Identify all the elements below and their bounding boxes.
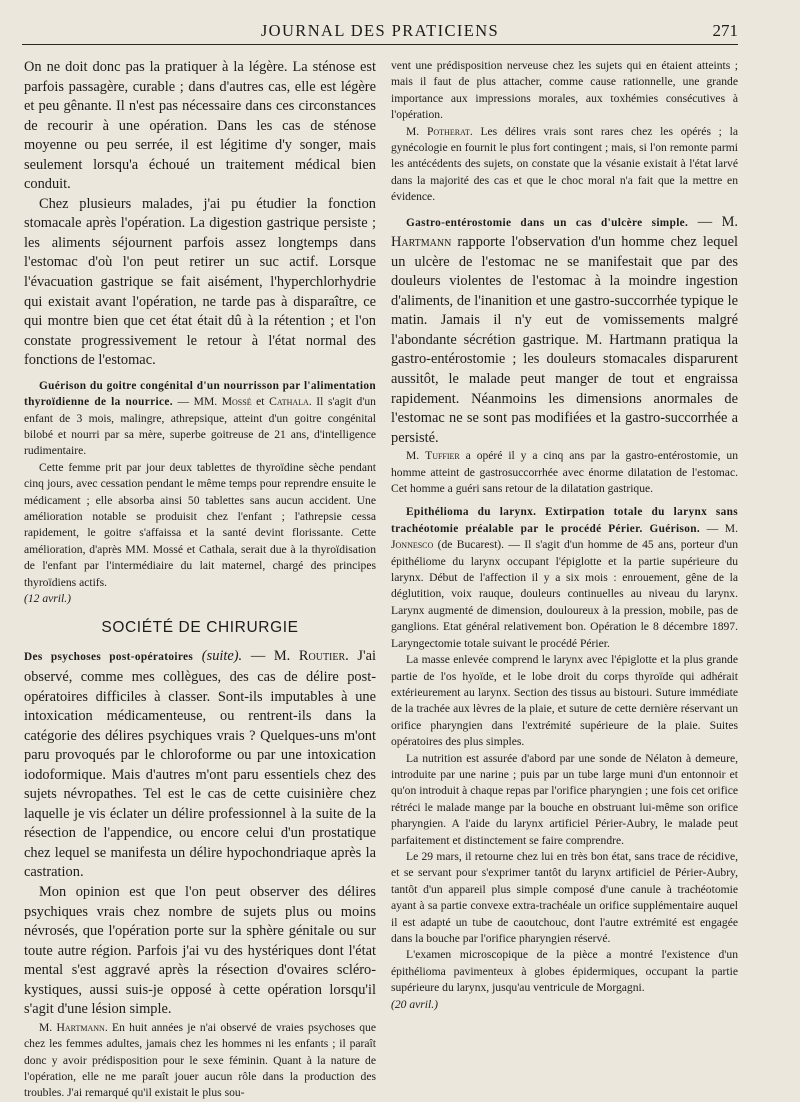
author-name: Potherat xyxy=(426,124,470,138)
paragraph-masse-enlevee: La masse enlevée comprend le larynx avec l'épiglotte et la plus grande partie de l'os hyoïde, et le lobe droit du corps thyroïde qui adhérait extérieurement au larynx. Section des tissus au bistouri. Suture immédiate de la trachée aux lèvres de la plaie, et suture de cette dernière réservant un orifice pharyngien dans l'extrémité supérieure de la plaie. Suites opératoires des plus simples. xyxy=(391,653,738,749)
paragraph-hartmann: M. Hartmann. En huit années je n'ai observé de vraies psychoses que chez les femmes adultes, jamais chez les hommes ni les enfants ; il paraît donc y avoir prédisposition pour le sexe féminin. Quant à la nature de l'opération, elle ne me paraît jouer aucun rôle dans la production des troubles. J'ai remarqué qu'il existait le plus sou- xyxy=(24,1020,376,1100)
right-column xyxy=(391,58,738,1050)
paragraph-thyroidine: Cette femme prit par jour deux tablettes de thyroïdine sèche pendant cinq jours, avec cessation pendant le même temps pour reprendre ensuite le médicament ; elle absorba ainsi 50 tablettes sans aucun accident. Une amélioration notable se produisit chez l'enfant ; l'athrepsie cessa rapidement, le goitre s'affaissa et la santé devint florissante. Cette amélioration, d'après MM. Mossé et Cathala, serait due à la thyroïdisation de l'enfant par l'intermédiaire du lait maternel, chargé des principes thyroïdiens actifs. xyxy=(24,460,376,589)
paragraph-retour: Le 29 mars, il retourne chez lui en très bon état, sans trace de récidive, et se servant pour s'exprimer tantôt du larynx artificiel de Périer-Aubry, tantôt d'un appareil plus simple composé d'une canule à trachéotomie ayant à sa partie convexe extra-trachéale un orifice supplémentaire auquel il est adapté un tube de caoutchouc, dont l'autre extrémité est engagée dans la bouche par l'orifice pharyngien réservé. xyxy=(391,849,738,945)
article-heading: Gastro-entérostomie dans un cas d'ulcère simple. xyxy=(406,216,689,229)
paragraph-continuation: vent une prédisposition nerveuse chez les sujets qui en étaient atteints ; mais il faut de plus attacher, comme cause rationnelle, une grande importance aux impressions morales, aux toxhémies consécutives à l'opération. xyxy=(391,59,738,122)
paragraph-fonction-stomacale: Chez plusieurs malades, j'ai pu étudier la fonction stomacale après l'opération. La digestion gastrique persiste ; les aliments séjournent parfois assez longtemps dans l'estomac d'où l'on peut retirer un suc actif. Lorsque l'évacuation gastrique se fait aisément, l'hyperchlorhydrie qui existait avant l'opération, ne tarde pas à disparaître, ce qui montre bien que cet état était dû à la rétention ; et l'on constate progressivement le retour à l'état normal des fonctions de l'estomac. xyxy=(24,195,376,369)
author-name: Cathala xyxy=(269,395,309,409)
section-heading: SOCIÉTÉ DE CHIRURGIE xyxy=(101,619,299,637)
paragraph-tuffier: M. Tuffier a opéré il y a cinq ans par la gastro-entérostomie, un homme atteint de gastrosuccorrhée avec énorme dilatation de l'estomac. Cet homme a guéri sans retour de la dilatation gastrique. xyxy=(391,449,738,496)
article-epithelioma: Epithélioma du larynx. Extirpation totale du larynx sans trachéotomie préalable par le procédé Périer. Guérison. — M. Jonnesco (de Bucarest). — Il s'agit d'un homme de 45 ans, porteur d'un épithéliome du larynx occupant l'épiglotte et la partie supérieure du larynx. Début de l'affection il y a six mois : enrouement, gêne de la déglutition, voix rauque, douleurs continuelles au niveau du larynx. Larynx augmenté de dimension, douloureux à la pression, mobile, pas de ganglions. Etat général relativement bon. Opération le 8 décembre 1897. Laryngectomie totale suivant le procédé Périer. xyxy=(391,506,739,650)
author-name: Routier xyxy=(298,648,346,665)
article-gastro-enterostomie: Gastro-entérostomie dans un cas d'ulcère simple. — M. Hartmann rapporte l'observation d'un homme chez lequel un ulcère de l'estomac ne se manifestait que par des douleurs violentes de l'estomac à la moindre ingestion d'aliments, de l'inanition et une gastro-succorrhée typique le matin. Jamais il n'y eut de vomissements malgré l'abondante sécrétion gastrique. M. Hartmann pratiqua la gastro-entérostomie ; les douleurs stomacales disparurent aussitôt, le malade peut manger de tout et engraissa rapidement. Néanmoins les dimensions anormales de l'estomac ne se sont pas modifiées et la gastro-succorrhée a persisté. xyxy=(391,213,738,446)
paragraph-opinion: Mon opinion est que l'on peut observer des délires psychiques vrais chez nombre de sujets plus ou moins névrosés, que l'opération porte sur la sphère génitale ou sur toute autre région. Parfois j'ai vu des hystériques dont l'état mental s'est aggravé après la résection d'ovaires scléro-kystiques, aussi suis-je opposé à cette opération lorsqu'il s'agit d'une lésion simple. xyxy=(24,884,376,1018)
author-name: Jonnesco xyxy=(391,538,434,552)
article-goitre: Guérison du goitre congénital d'un nourrisson par l'alimentation thyroïdienne de la nourrice. — MM. Mossé et Cathala. Il s'agit d'un enfant de 3 mois, malingre, athrepsique, atteint d'un goitre congénital bilobé et nourri par sa mère, superbe goitreuse de 21 ans, d'intelligence rudimentaire. xyxy=(24,379,376,458)
date-note: (20 avril.) xyxy=(391,997,439,1011)
running-header xyxy=(22,18,738,45)
article-psychoses: Des psychoses post-opératoires (suite). — M. Routier. J'ai observé, comme mes collègues, des cas de délire post-opératoires difficiles à classer. Sont-ils imputables à une intoxication médicamenteuse, ou rentrent-ils dans la catégorie des délires psychiques vrais ? Quelques-uns m'ont paru provoqués par le chloroforme ou par une intoxication iodoformique. Mais d'autres m'ont paru essentiels chez des sujets névropathes. Tel est le cas de cette cuisinière chez laquelle je vis éclater un délire professionnel à la suite de la résection de l'appendice, ou encore celui d'un prostatique chez lequel se manifesta un délire hypochondriaque après la castration. xyxy=(24,648,376,881)
journal-title: JOURNAL DES PRATICIENS xyxy=(260,21,500,40)
date-note: (12 avril.) xyxy=(24,592,72,606)
paragraph-examen: L'examen microscopique de la pièce a montré l'existence d'un épithélioma pavimenteux à globes épidermiques, occupant la partie supérieure du larynx, jusqu'au ventricule de Morgagni. xyxy=(391,948,738,995)
author-name: Tuffier xyxy=(425,449,460,463)
author-name: Hartmann xyxy=(56,1020,105,1034)
author-name: Mossé xyxy=(221,395,252,409)
paragraph-potherat: M. Potherat. Les délires vrais sont rares chez les opérés ; la gynécologie en fournit le plus fort contingent ; mais, si l'on remonte parmi les antécédents des sujets, on constate que la vésanie existait à l'état larvé dans la majorité des cas et que le choc moral n'a fait que la mettre en évidence. xyxy=(391,124,738,204)
left-column xyxy=(24,58,376,1100)
paragraph-stenose: On ne doit donc pas la pratiquer à la légère. La sténose est parfois passagère, curable ; dans d'autres cas, elle est légère et peu gênante. Il n'est pas nécessaire dans ces circonstances de recourir à une opération. Dans les cas de sténose moyenne ou peu serrée, il est légitime d'y songer, mais seulement lorsqu'a échoué un traitement médical bien conduit. xyxy=(24,59,376,193)
article-heading: Epithélioma du larynx. Extirpation totale du larynx sans trachéotomie préalable par le procédé Périer. Guérison. xyxy=(391,506,738,535)
article-heading: Guérison du goitre congénital d'un nourrisson par l'alimentation thyroïdienne de la nourrice. xyxy=(24,379,376,409)
page-number: 271 xyxy=(712,21,738,40)
paragraph-nutrition: La nutrition est assurée d'abord par une sonde de Nélaton à demeure, introduite par une narine ; puis par un tube large muni d'un entonnoir et qu'on introduit à chaque repas par l'orifice pharyngien ; une fois cet orifice rétréci le malade mange par la bouche en obstruant lui-même son orifice pharyngien. A l'aide du larynx artificiel Périer-Aubry, le malade peut parfaitement et distinctement se faire comprendre. xyxy=(391,751,738,847)
article-heading: Des psychoses post-opératoires xyxy=(24,651,194,664)
author-name: Hartmann xyxy=(391,234,452,251)
